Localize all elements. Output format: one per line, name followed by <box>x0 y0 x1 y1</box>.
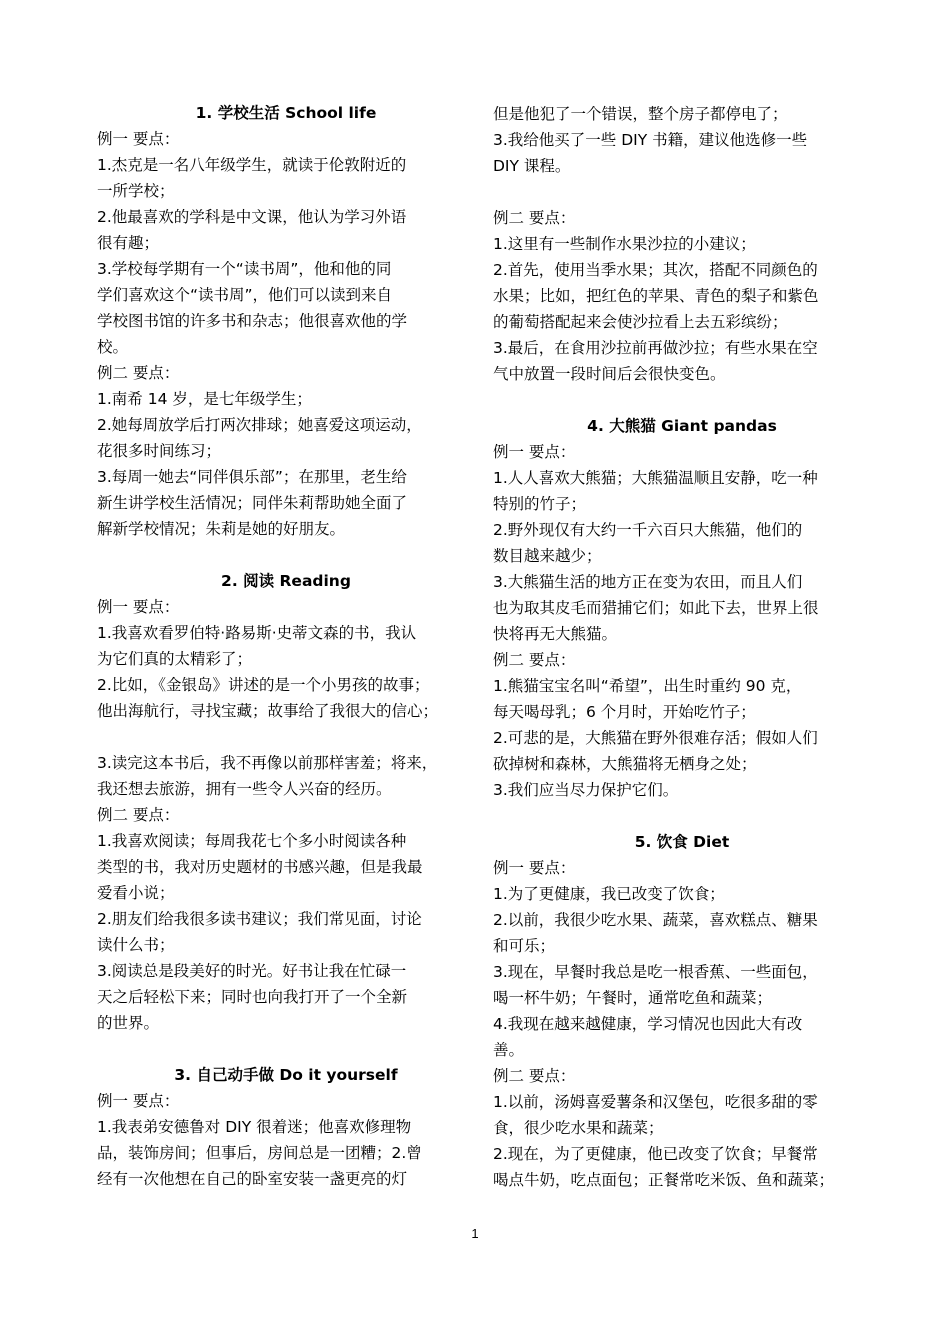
blank-line <box>97 542 467 568</box>
text-line: 2.以前，我很少吃水果、蔬菜，喜欢糕点、糖果 <box>493 911 818 929</box>
text-line: 1.这里有一些制作水果沙拉的小建议； <box>493 235 756 253</box>
text-line: 他出海航行，寻找宝藏；故事给了我很大的信心； <box>97 702 439 720</box>
text-line: 1.南希 14 岁，是七年级学生； <box>97 390 312 408</box>
left-column <box>97 100 467 1192</box>
text-line: 很有趣； <box>97 234 160 252</box>
text-line: 1.人人喜欢大熊猫；大熊猫温顺且安静，吃一种 <box>493 469 818 487</box>
text-line: 例一 要点： <box>97 598 180 616</box>
text-line: 的葡萄搭配起来会使沙拉看上去五彩缤纷； <box>493 313 788 331</box>
blank-line <box>97 1036 467 1062</box>
text-line: 和可乐； <box>493 937 556 955</box>
text-line: 1.我喜欢看罗伯特·路易斯·史蒂文森的书，我认 <box>97 624 417 642</box>
text-line: 校。 <box>97 338 129 356</box>
text-line: 2.他最喜欢的学科是中文课，他认为学习外语 <box>97 208 407 226</box>
text-line: 经有一次他想在自己的卧室安装一盏更亮的灯 <box>97 1170 408 1188</box>
text-line: 3.读完这本书后，我不再像以前那样害羞；将来， <box>97 754 438 772</box>
text-line: 1.我喜欢阅读；每周我花七个多小时阅读各种 <box>97 832 407 850</box>
text-line: 2.朋友们给我很多读书建议；我们常见面，讨论 <box>97 910 422 928</box>
text-line: 为它们真的太精彩了； <box>97 650 253 668</box>
text-line: 3.阅读总是段美好的时光。好书让我在忙碌一 <box>97 962 407 980</box>
text-line: 但是他犯了一个错误，整个房子都停电了； <box>493 105 788 123</box>
text-line: 例一 要点： <box>493 443 576 461</box>
blank-line <box>493 387 863 413</box>
text-line: 类型的书，我对历史题材的书感兴趣，但是我最 <box>97 858 423 876</box>
section-heading: 3. 自己动手做 Do it yourself <box>174 1066 398 1084</box>
text-line: 4.我现在越来越健康，学习情况也因此大有改 <box>493 1015 803 1033</box>
text-line: 每天喝母乳；6 个月时，开始吃竹子； <box>493 703 756 721</box>
text-line: 喝一杯牛奶；午餐时，通常吃鱼和蔬菜； <box>493 989 773 1007</box>
text-line: 例一 要点： <box>97 1092 180 1110</box>
text-line: 花很多时间练习； <box>97 442 222 460</box>
page-number: 1 <box>471 1226 479 1241</box>
text-line: 例二 要点： <box>493 1067 576 1085</box>
text-line: 天之后轻松下来；同时也向我打开了一个全新 <box>97 988 408 1006</box>
text-line: 1.以前，汤姆喜爱薯条和汉堡包，吃很多甜的零 <box>493 1093 818 1111</box>
section-heading: 5. 饮食 Diet <box>634 833 730 851</box>
text-line: 学校图书馆的许多书和杂志；他很喜欢他的学 <box>97 312 408 330</box>
text-line: 3.我给他买了一些 DIY 书籍，建议他选修一些 <box>493 131 808 149</box>
text-line: 爱看小说； <box>97 884 175 902</box>
text-line: 读什么书； <box>97 936 175 954</box>
text-line: 例二 要点： <box>493 651 576 669</box>
text-line: 3.学校每学期有一个“读书周”，他和他的同 <box>97 260 392 278</box>
text-line: 3.每周一她去“同伴俱乐部”；在那里，老生给 <box>97 468 407 486</box>
text-line: 1.熊猫宝宝名叫“希望”，出生时重约 90 克， <box>493 677 802 695</box>
text-line: 快将再无大熊猫。 <box>493 625 618 643</box>
text-line: 解新学校情况；朱莉是她的好朋友。 <box>97 520 346 538</box>
text-line: 水果；比如，把红色的苹果、青色的梨子和紫色 <box>493 287 819 305</box>
text-line: 我还想去旅游，拥有一些令人兴奋的经历。 <box>97 780 392 798</box>
blank-line <box>493 179 863 205</box>
blank-line <box>97 724 467 750</box>
text-line: DIY 课程。 <box>493 157 571 175</box>
text-line: 也为取其皮毛而猎捕它们；如此下去，世界上很 <box>493 599 819 617</box>
text-line: 1.为了更健康，我已改变了饮食； <box>493 885 725 903</box>
text-line: 砍掉树和森林，大熊猫将无栖身之处； <box>493 755 757 773</box>
text-line: 气中放置一段时间后会很快变色。 <box>493 365 726 383</box>
text-line: 一所学校； <box>97 182 175 200</box>
text-line: 喝点牛奶，吃点面包；正餐常吃米饭、鱼和蔬菜； <box>493 1171 835 1189</box>
text-line: 品，装饰房间；但事后，房间总是一团糟；2.曾 <box>97 1144 422 1162</box>
text-line: 例二 要点： <box>97 806 180 824</box>
section-heading: 1. 学校生活 School life <box>195 104 377 122</box>
text-line: 3.我们应当尽力保护它们。 <box>493 781 679 799</box>
blank-line <box>493 803 863 829</box>
text-line: 2.野外现仅有大约一千六百只大熊猫，他们的 <box>493 521 803 539</box>
text-line: 1.我表弟安德鲁对 DIY 很着迷；他喜欢修理物 <box>97 1118 412 1136</box>
text-line: 例二 要点： <box>97 364 180 382</box>
text-line: 例二 要点： <box>493 209 576 227</box>
section-heading: 4. 大熊猫 Giant pandas <box>587 417 777 435</box>
text-line: 1.杰克是一名八年级学生，就读于伦敦附近的 <box>97 156 407 174</box>
text-line: 新生讲学校生活情况；同伴朱莉帮助她全面了 <box>97 494 408 512</box>
text-line: 数目越来越少； <box>493 547 602 565</box>
text-line: 善。 <box>493 1041 525 1059</box>
text-line: 学们喜欢这个“读书周”，他们可以读到来自 <box>97 286 393 304</box>
text-line: 的世界。 <box>97 1014 160 1032</box>
section-heading: 2. 阅读 Reading <box>221 572 351 590</box>
text-line: 2.比如，《金银岛》讲述的是一个小男孩的故事； <box>97 676 430 694</box>
text-line: 2.首先，使用当季水果；其次，搭配不同颜色的 <box>493 261 818 279</box>
text-line: 例一 要点： <box>493 859 576 877</box>
text-line: 2.现在，为了更健康，他已改变了饮食；早餐常 <box>493 1145 818 1163</box>
text-line: 例一 要点： <box>97 130 180 148</box>
text-line: 3.大熊猫生活的地方正在变为农田，而且人们 <box>493 573 803 591</box>
text-line: 食，很少吃水果和蔬菜； <box>493 1119 664 1137</box>
text-line: 2.可悲的是，大熊猫在野外很难存活；假如人们 <box>493 729 818 747</box>
text-line: 3.现在，早餐时我总是吃一根香蕉、一些面包， <box>493 963 818 981</box>
right-column <box>493 101 863 1193</box>
text-line: 2.她每周放学后打两次排球；她喜爱这项运动， <box>97 416 422 434</box>
text-line: 3.最后，在食用沙拉前再做沙拉；有些水果在空 <box>493 339 818 357</box>
text-line: 特别的竹子； <box>493 495 587 513</box>
